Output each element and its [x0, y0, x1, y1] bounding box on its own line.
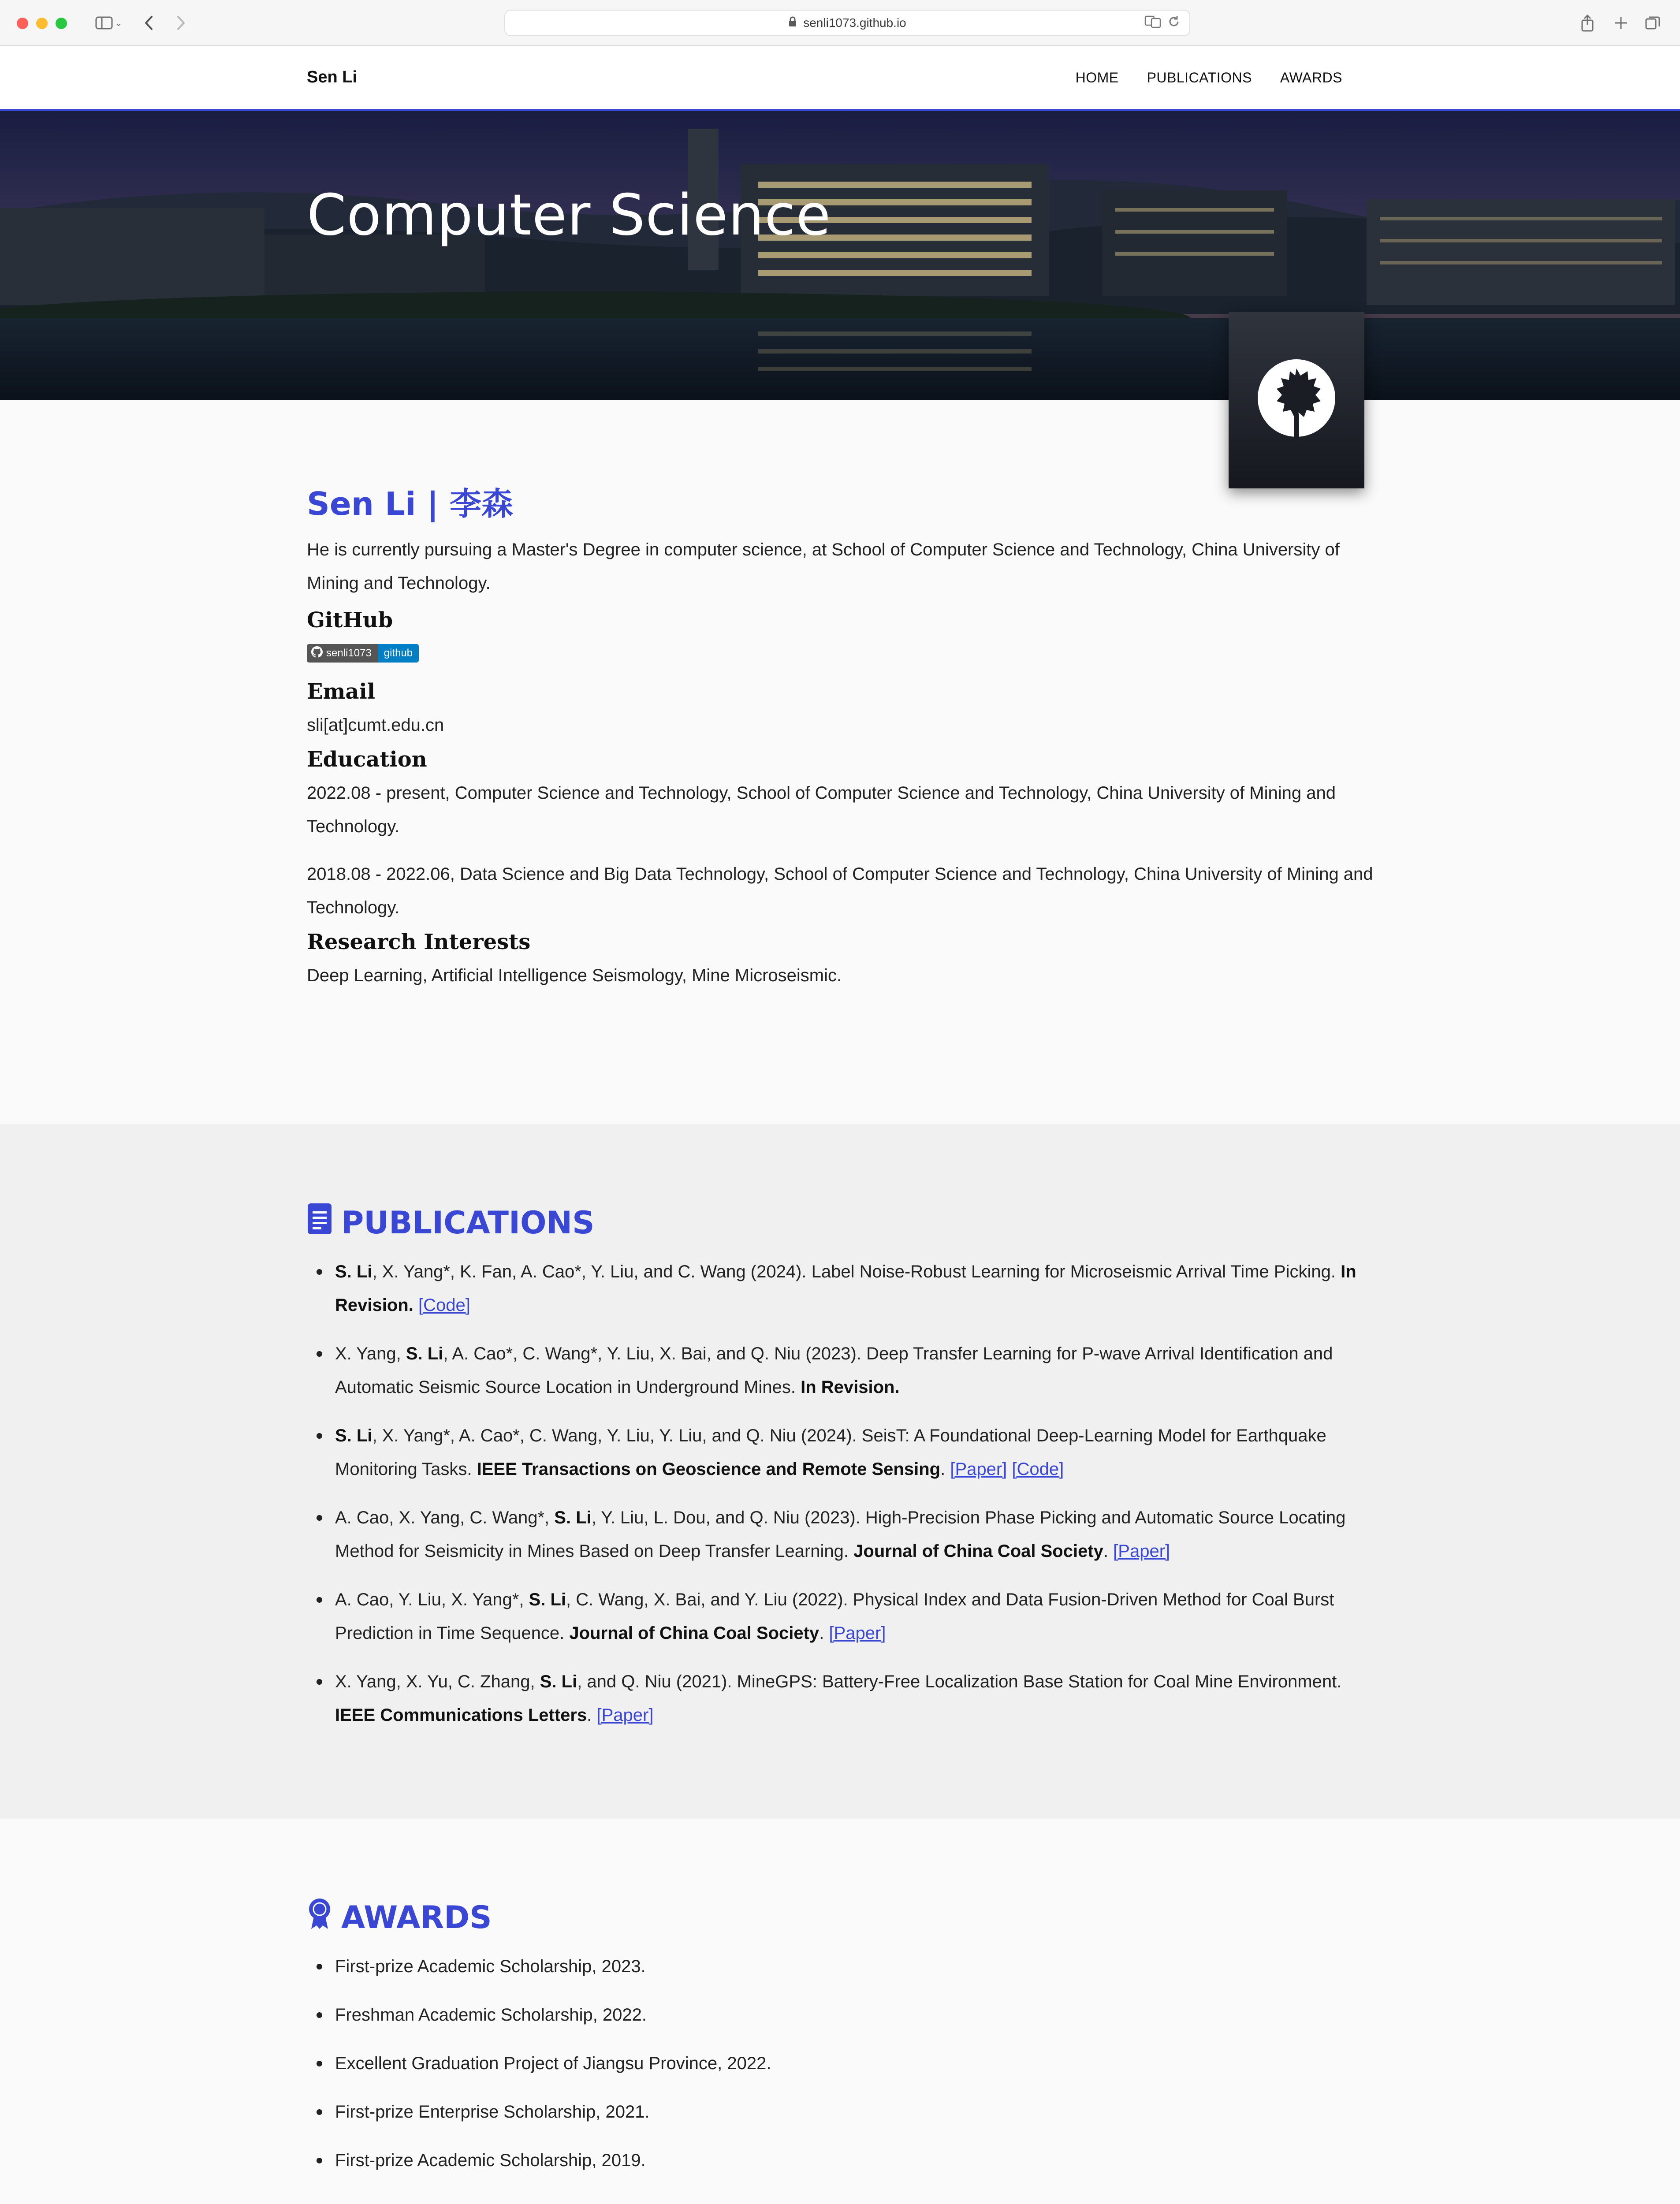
publication-self-author: S. Li — [406, 1344, 443, 1363]
address-bar[interactable] — [504, 10, 1190, 36]
code-link[interactable]: [Code] — [1012, 1459, 1064, 1479]
paper-link[interactable]: [Paper] — [596, 1705, 654, 1725]
nav-publications[interactable]: PUBLICATIONS — [1147, 70, 1252, 86]
research-text: Deep Learning, Artificial Intelligence Seismology, Mine Microseismic. — [307, 966, 842, 985]
publication-item — [307, 1665, 1382, 1732]
publication-tail: . — [940, 1459, 946, 1479]
publication-tail: . — [587, 1705, 592, 1725]
awards-list — [307, 1950, 1382, 2177]
reload-icon[interactable] — [1167, 15, 1181, 31]
education-heading: Education — [307, 747, 427, 772]
maximize-window-button[interactable] — [56, 18, 67, 29]
browser-toolbar — [0, 0, 1680, 46]
document-icon — [307, 1203, 332, 1243]
education-item: 2018.08 - 2022.06, Data Science and Big Data Technology, School of Computer Science and Technology, China University of Mining and Technology. — [307, 864, 1373, 917]
publication-self-author: S. Li — [335, 1262, 373, 1281]
publications-list — [307, 1255, 1382, 1732]
publications-heading — [307, 1203, 1382, 1243]
awards-content — [307, 1897, 1382, 2192]
publication-item — [307, 1337, 1382, 1404]
awards-title: AWARDS — [341, 1899, 492, 1936]
github-icon — [311, 646, 323, 661]
avatar — [1229, 312, 1364, 488]
site-navbar — [0, 46, 1680, 111]
url-text: senli1073.github.io — [803, 16, 906, 30]
github-badge[interactable] — [307, 644, 1382, 663]
github-heading: GitHub — [307, 608, 393, 633]
publication-title: , and Q. Niu (2021). MineGPS: Battery-Free Localization Base Station for Coal Mine Environment. — [577, 1672, 1342, 1691]
lock-icon — [788, 16, 797, 30]
paper-link[interactable]: [Paper] — [829, 1623, 886, 1643]
hero-title: Computer Science — [307, 182, 831, 248]
awards-section — [0, 1819, 1680, 2204]
publication-title: , Y. Liu, L. Dou, and Q. Niu (2023). High-Precision Phase Picking and Automatic Source Locating Method for Seismicity in Mines Based on Deep Transfer Learning. — [335, 1508, 1346, 1561]
paper-link[interactable]: [Paper] — [950, 1459, 1007, 1479]
publication-venue: Journal of China Coal Society — [569, 1623, 820, 1643]
nav-links — [1076, 70, 1342, 86]
award-item: First-prize Academic Scholarship, 2023. — [307, 1950, 1382, 1983]
forward-arrow-icon[interactable] — [171, 11, 190, 35]
publication-venue: In Revision. — [335, 1262, 1356, 1315]
new-tab-icon[interactable] — [1610, 11, 1632, 35]
publication-title: , X. Yang*, A. Cao*, C. Wang, Y. Liu, Y. Liu, and Q. Niu (2024). SeisT: A Foundational Deep-Learning Model for Earthquake Monitoring Tasks. — [335, 1426, 1326, 1479]
about-section — [0, 400, 1680, 1124]
publication-self-author: S. Li — [540, 1672, 577, 1691]
about-content — [307, 478, 1382, 992]
nav-home[interactable]: HOME — [1075, 70, 1119, 86]
education-item: 2022.08 - present, Computer Science and Technology, School of Computer Science and Technology, China University of Mining and Technology. — [307, 783, 1336, 836]
hero-banner — [0, 111, 1680, 400]
nav-awards[interactable]: AWARDS — [1280, 70, 1342, 86]
badge-value: github — [378, 644, 419, 663]
campus-night-photo — [0, 111, 1680, 400]
publication-authors: A. Cao, Y. Liu, X. Yang*, — [335, 1590, 529, 1609]
tab-overview-icon[interactable] — [1642, 11, 1664, 35]
publication-item — [307, 1583, 1382, 1650]
publication-self-author: S. Li — [554, 1508, 592, 1527]
site-brand[interactable]: Sen Li — [307, 68, 358, 86]
publication-title: , A. Cao*, C. Wang*, Y. Liu, X. Bai, and Q. Niu (2023). Deep Transfer Learning for P-wave Arrival Identification and Automatic Seismic Source Location in Underground Mines. — [335, 1344, 1333, 1397]
tree-logo-icon — [1255, 356, 1338, 444]
publication-title: , C. Wang, X. Bai, and Y. Liu (2022). Physical Index and Data Fusion-Driven Method for Coal Burst Prediction in Time Sequence. — [335, 1590, 1334, 1643]
publication-item — [307, 1255, 1382, 1322]
award-item: First-prize Enterprise Scholarship, 2021. — [307, 2095, 1382, 2129]
email-text: sli[at]cumt.edu.cn — [307, 715, 444, 735]
chevron-down-icon[interactable]: ⌄ — [114, 17, 123, 28]
code-link[interactable]: [Code] — [418, 1296, 470, 1315]
publication-item — [307, 1501, 1382, 1568]
publications-section — [0, 1124, 1680, 1819]
award-item: Freshman Academic Scholarship, 2022. — [307, 1998, 1382, 2032]
publication-self-author: S. Li — [529, 1590, 566, 1609]
award-icon — [307, 1897, 332, 1937]
publication-title: , X. Yang*, K. Fan, A. Cao*, Y. Liu, and C. Wang (2024). Label Noise-Robust Learning for Microseismic Arrival Time Picking. — [372, 1262, 1336, 1281]
paper-link[interactable]: [Paper] — [1113, 1541, 1170, 1561]
share-icon[interactable] — [1576, 11, 1598, 35]
publication-venue: In Revision. — [801, 1378, 900, 1397]
publication-tail: . — [1103, 1541, 1109, 1561]
publication-venue: IEEE Communications Letters — [335, 1705, 587, 1725]
awards-heading — [307, 1897, 1382, 1937]
publication-venue: IEEE Transactions on Geoscience and Remote Sensing — [477, 1459, 941, 1479]
award-item: Excellent Graduation Project of Jiangsu Province, 2022. — [307, 2047, 1382, 2080]
publication-authors: X. Yang, X. Yu, C. Zhang, — [335, 1672, 540, 1691]
publication-authors: A. Cao, X. Yang, C. Wang*, — [335, 1508, 555, 1527]
publication-venue: Journal of China Coal Society — [853, 1541, 1103, 1561]
translate-icon[interactable] — [1144, 15, 1161, 31]
profile-name: Sen Li | 李森 — [307, 485, 514, 522]
intro-text: He is currently pursuing a Master's Degree in computer science, at School of Computer Science and Technology, China University of Mining and Technology. — [307, 540, 1340, 593]
badge-label: senli1073 — [326, 647, 372, 659]
publication-tail: . — [819, 1623, 824, 1643]
publication-item — [307, 1419, 1382, 1486]
minimize-window-button[interactable] — [36, 18, 48, 29]
research-heading: Research Interests — [307, 930, 531, 954]
close-window-button[interactable] — [17, 18, 28, 29]
publications-title: PUBLICATIONS — [341, 1204, 595, 1241]
email-heading: Email — [307, 679, 375, 704]
back-arrow-icon[interactable] — [139, 11, 159, 35]
publication-authors: X. Yang, — [335, 1344, 406, 1363]
publication-self-author: S. Li — [335, 1426, 373, 1445]
publications-content — [307, 1203, 1382, 1747]
award-item: First-prize Academic Scholarship, 2019. — [307, 2144, 1382, 2177]
